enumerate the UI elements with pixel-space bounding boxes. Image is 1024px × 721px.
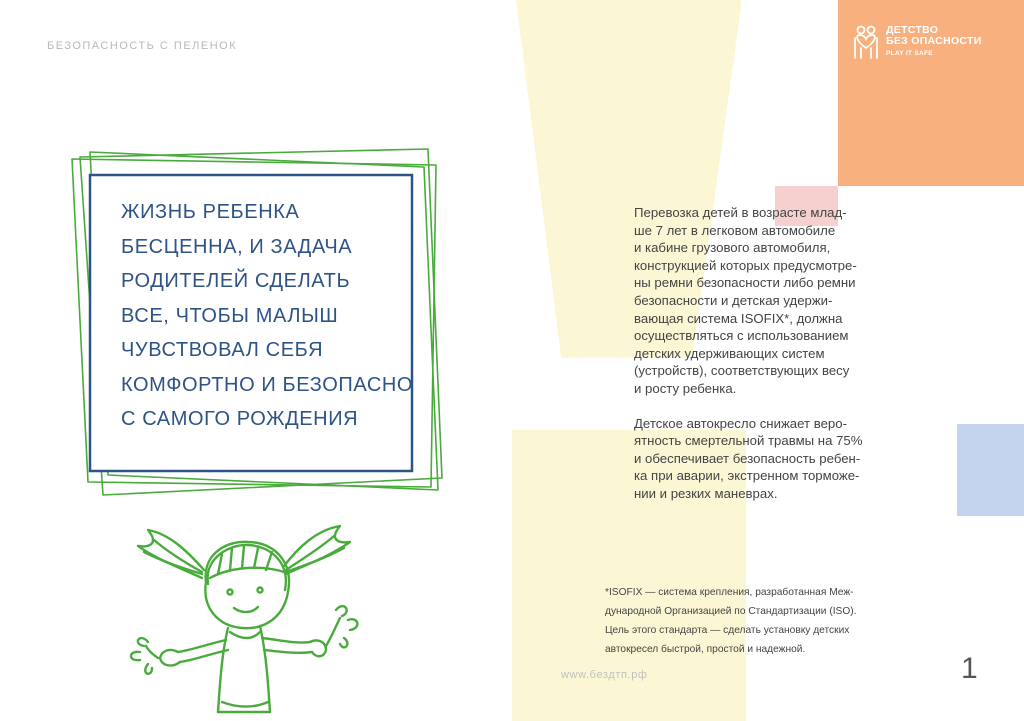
quote-line: ВСЕ, ЧТОБЫ МАЛЫШ bbox=[121, 304, 339, 327]
body-text bbox=[634, 204, 904, 503]
brand-logo bbox=[852, 24, 982, 60]
text-line: и обеспечивает безопасность ребен- bbox=[634, 450, 861, 466]
footnote-line: *ISOFIX — система крепления, разработанная Меж- bbox=[605, 587, 854, 598]
text-line: ны ремни безопасности либо ремни bbox=[634, 275, 856, 291]
text-line: ятность смертельной травмы на 75% bbox=[634, 433, 863, 449]
website-url[interactable]: www.бездтп.рф bbox=[561, 669, 648, 681]
quote-line: КОМФОРТНО И БЕЗОПАСНО bbox=[121, 373, 414, 396]
quote-line: РОДИТЕЛЕЙ СДЕЛАТЬ bbox=[121, 270, 351, 292]
paragraph-transport-rules bbox=[634, 204, 904, 398]
text-line: и росту ребенка. bbox=[634, 380, 737, 396]
child-drawing-illustration bbox=[118, 512, 368, 721]
heart-hands-logo-icon bbox=[852, 24, 880, 60]
text-line: конструкцией которых предусмотре- bbox=[634, 257, 857, 273]
quote-line: ЖИЗНЬ РЕБЕНКА bbox=[121, 201, 300, 223]
logo-title-line1: ДЕТСТВО bbox=[886, 24, 939, 36]
page-number: 1 bbox=[961, 652, 978, 685]
text-line: вающая система ISOFIX*, должна bbox=[634, 310, 843, 326]
paragraph-car-seat bbox=[634, 415, 904, 503]
text-line: ка при аварии, экстренном торможе- bbox=[634, 468, 860, 484]
decor-blue-block bbox=[957, 424, 1024, 516]
quote-text bbox=[121, 195, 441, 437]
logo-title-line2: БЕЗ ОПАСНОСТИ bbox=[886, 35, 982, 47]
text-line: нии и резких маневрах. bbox=[634, 485, 778, 501]
text-line: безопасности и детская удержи- bbox=[634, 292, 833, 308]
text-line: Перевозка детей в возрасте млад- bbox=[634, 205, 847, 220]
text-line: (устройств), соответствующих весу bbox=[634, 363, 850, 379]
quote-line: БЕСЦЕННА, И ЗАДАЧА bbox=[121, 235, 353, 258]
text-line: Детское автокресло снижает веро- bbox=[634, 415, 847, 431]
section-label: БЕЗОПАСНОСТЬ С ПЕЛЕНОК bbox=[47, 40, 238, 52]
footnote-line: Цель этого стандарта — сделать установку детских bbox=[605, 625, 850, 636]
quote-line: ЧУВСТВОВАЛ СЕБЯ bbox=[121, 339, 324, 361]
footnote-line: автокресел быстрой, простой и надежной. bbox=[605, 644, 806, 655]
logo-tagline: PLAY IT SAFE bbox=[886, 50, 933, 57]
text-line: ше 7 лет в легковом автомобиле bbox=[634, 222, 836, 238]
footnote-line: дународной Организацией по Стандартизации (ISO). bbox=[605, 606, 857, 617]
text-line: и кабине грузового автомобиля, bbox=[634, 240, 831, 256]
text-line: осуществляться с использованием bbox=[634, 328, 849, 344]
text-line: детских удерживающих систем bbox=[634, 345, 825, 361]
quote-line: С САМОГО РОЖДЕНИЯ bbox=[121, 408, 359, 430]
footnote bbox=[605, 583, 925, 659]
